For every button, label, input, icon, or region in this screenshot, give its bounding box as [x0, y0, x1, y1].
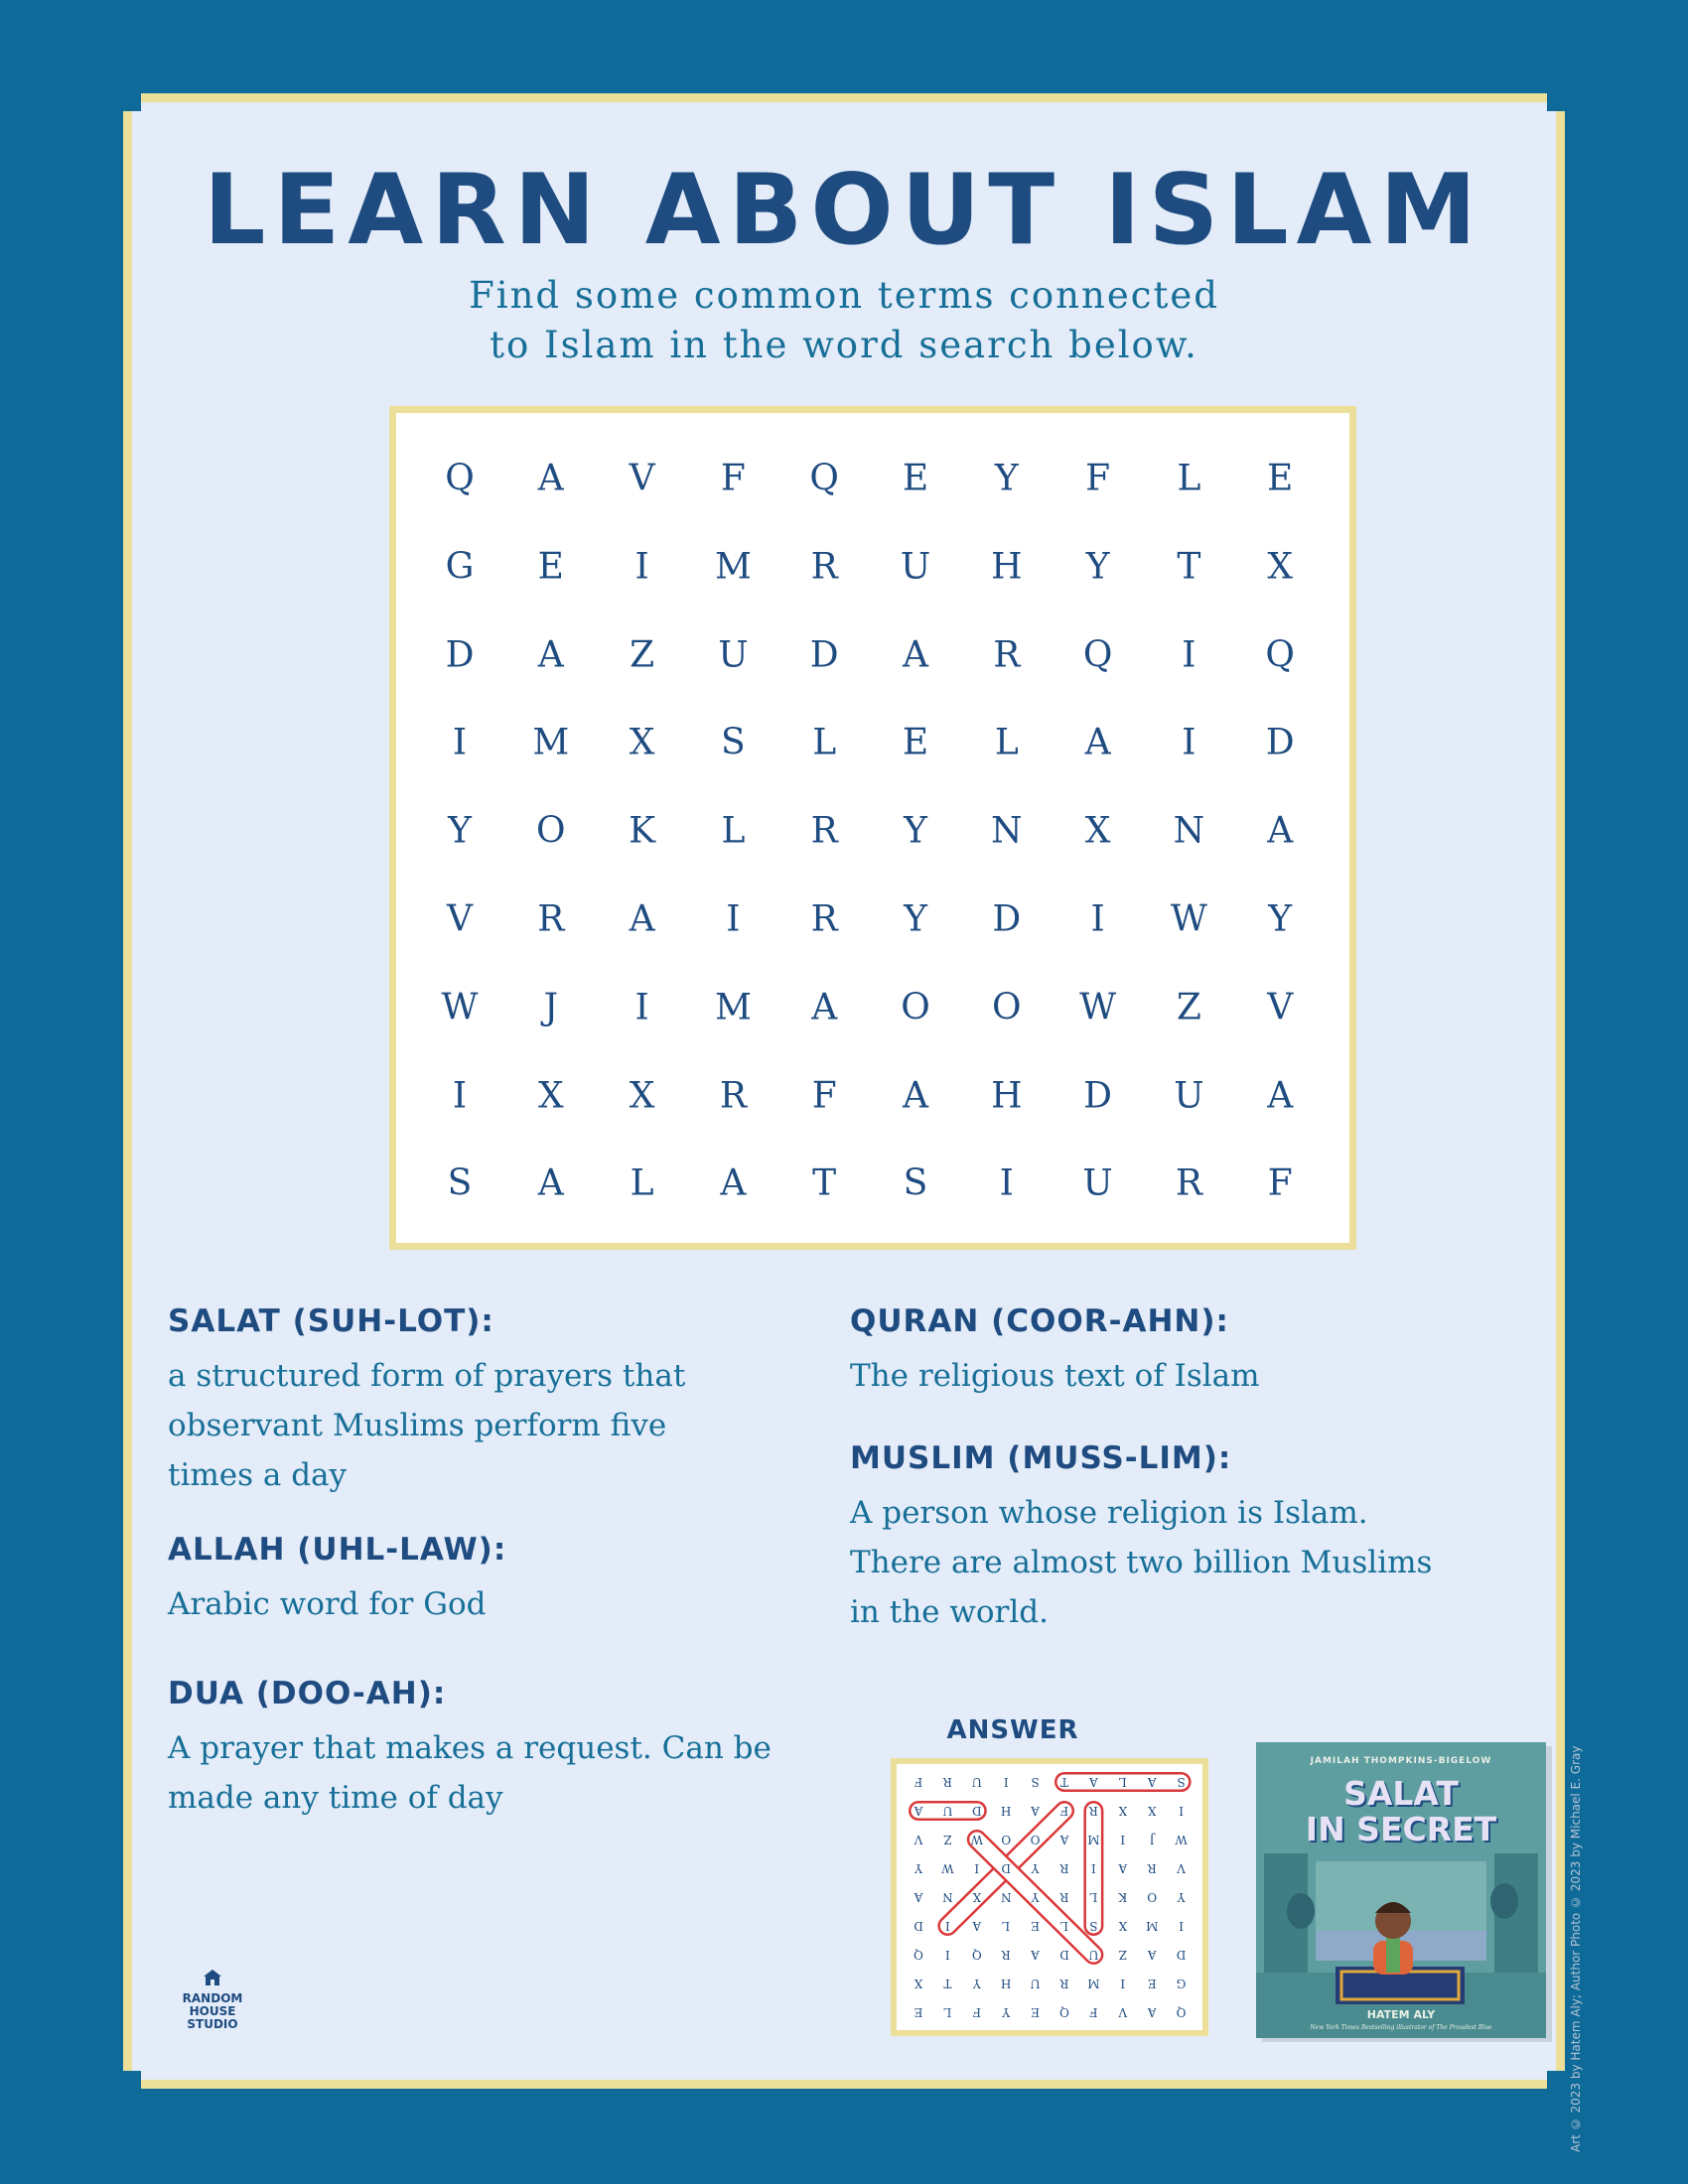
definition-line: in the world. [850, 1594, 1049, 1630]
answer-letter: R [1147, 1861, 1157, 1875]
grid-letter: I [726, 898, 741, 940]
grid-letter: I [634, 546, 649, 588]
term-title: ALLAH (UHL-LAW): [168, 1532, 507, 1568]
definition-line: A prayer that makes a request. Can be [168, 1730, 772, 1766]
term-definition [850, 1488, 1505, 1637]
definition-line: A person whose religion is Islam. [850, 1495, 1368, 1531]
book-author: JAMILAH THOMPKINS-BIGELOW [1310, 1756, 1492, 1766]
book-title [1256, 1776, 1546, 1847]
answer-letter: Q [1176, 2005, 1187, 2019]
answer-letter: W [970, 1833, 983, 1846]
grid-letter: E [1267, 458, 1294, 499]
answer-key-grid [897, 1764, 1202, 2030]
grid-letter: T [1177, 546, 1201, 588]
answer-letter: D [1176, 1948, 1187, 1962]
grid-letter: Y [1268, 898, 1293, 940]
answer-letter: H [1000, 1804, 1012, 1818]
answer-letter: W [941, 1861, 954, 1875]
grid-letter: R [810, 810, 838, 852]
grid-letter: I [452, 722, 468, 763]
definition-line: times a day [168, 1457, 348, 1493]
grid-letter: R [993, 634, 1021, 676]
answer-letter: E [914, 2005, 923, 2019]
answer-letter: R [1059, 1977, 1069, 1990]
answer-letter: R [942, 1775, 952, 1789]
grid-letter: Y [904, 898, 927, 940]
answer-letter: D [914, 1919, 923, 1933]
answer-letter: A [1147, 1948, 1157, 1962]
answer-letter: F [1089, 2005, 1098, 2019]
house-icon [203, 1969, 222, 1986]
answer-letter: W [1175, 1833, 1188, 1846]
term-title: DUA (DOO-AH): [168, 1676, 447, 1711]
grid-letter: A [903, 634, 928, 676]
grid-letter: E [902, 722, 929, 763]
answer-letter: F [1059, 1804, 1069, 1818]
term-definition [850, 1351, 1505, 1401]
answer-letter: I [1091, 1861, 1096, 1875]
answer-letter: N [1000, 1890, 1012, 1904]
definition-line: Arabic word for God [168, 1586, 487, 1622]
grid-letter: I [452, 1075, 468, 1117]
publisher-logo [168, 1969, 257, 2031]
grid-letter: U [900, 546, 931, 588]
answer-letter: R [1001, 1948, 1011, 1962]
answer-letter: D [1059, 1948, 1069, 1962]
grid-letter: I [1182, 634, 1196, 676]
answer-letter: A [1059, 1833, 1069, 1846]
term-dua [168, 1676, 843, 1823]
grid-letter: R [810, 898, 838, 940]
answer-letter: L [1002, 1919, 1011, 1933]
answer-letter: S [1031, 1775, 1040, 1789]
subtitle-line: to Islam in the word search below. [490, 324, 1198, 366]
answer-letter: R [1059, 1890, 1069, 1904]
answer-letter: L [1089, 1890, 1098, 1904]
subtitle-line: Find some common terms connected [469, 274, 1219, 317]
grid-letter: Y [1085, 546, 1110, 588]
answer-letter: V [1118, 2005, 1128, 2019]
answer-letter: Y [1002, 2005, 1011, 2019]
definition-line: The religious text of Islam [850, 1358, 1260, 1394]
grid-letter: O [901, 987, 930, 1028]
answer-letter: S [1089, 1919, 1098, 1933]
grid-letter: F [720, 458, 746, 499]
answer-letter: S [1177, 1775, 1186, 1789]
grid-letter: F [811, 1075, 837, 1117]
grid-letter: I [999, 1162, 1014, 1204]
book-cover [1256, 1742, 1546, 2038]
grid-letter: Q [1082, 634, 1113, 676]
answer-letter: A [1031, 1804, 1040, 1818]
term-title: QURAN (COOR-AHN): [850, 1303, 1229, 1339]
answer-letter: A [1147, 1775, 1157, 1789]
answer-letter: I [1179, 1804, 1184, 1818]
page-subtitle [132, 271, 1556, 370]
grid-letter: W [1079, 987, 1117, 1028]
answer-letter: U [1088, 1948, 1099, 1962]
answer-letter: X [1147, 1804, 1157, 1818]
grid-letter: Y [904, 810, 927, 852]
answer-letter: Z [1118, 1948, 1127, 1962]
answer-letter: L [1118, 1775, 1127, 1789]
grid-letter: R [537, 898, 565, 940]
grid-letter: D [445, 634, 475, 676]
answer-letter: Z [943, 1833, 952, 1846]
answer-letter: Q [1059, 2005, 1069, 2019]
answer-letter: M [1087, 1977, 1100, 1990]
book-title-line: SALAT [1343, 1774, 1459, 1813]
grid-letter: R [719, 1075, 747, 1117]
frame-corner [1547, 93, 1565, 111]
publisher-line: STUDIO [187, 2017, 238, 2031]
grid-letter: D [1083, 1075, 1113, 1117]
grid-letter: X [629, 1075, 655, 1117]
answer-letter: T [1059, 1775, 1069, 1789]
answer-letter: X [972, 1890, 982, 1904]
grid-letter: E [537, 546, 564, 588]
grid-letter: R [810, 546, 838, 588]
grid-letter: M [532, 722, 570, 763]
answer-letter: Y [914, 1861, 922, 1875]
grid-letter: N [1173, 810, 1205, 852]
answer-letter: G [1176, 1977, 1187, 1990]
answer-letter: O [1030, 1833, 1041, 1846]
answer-letter: A [914, 1890, 923, 1904]
term-definition [168, 1351, 803, 1500]
grid-letter: I [1090, 898, 1105, 940]
book-title-line: IN SECRET [1305, 1810, 1497, 1848]
grid-letter: Z [1176, 987, 1201, 1028]
answer-letter: I [1120, 1977, 1126, 1990]
grid-letter: U [1082, 1162, 1113, 1204]
grid-letter: L [1177, 458, 1201, 499]
answer-letter: N [942, 1890, 953, 1904]
answer-letter: Y [1177, 1890, 1186, 1904]
grid-letter: M [714, 546, 752, 588]
answer-letter: X [1118, 1919, 1128, 1933]
grid-letter: J [543, 987, 559, 1028]
grid-letter: S [721, 722, 746, 763]
answer-letter: E [1031, 2005, 1040, 2019]
answer-letter: M [1146, 1919, 1159, 1933]
grid-letter: X [1267, 546, 1293, 588]
grid-letter: F [1085, 458, 1111, 499]
grid-letter: H [991, 1075, 1023, 1117]
term-muslim [850, 1440, 1505, 1637]
definition-line: There are almost two billion Muslims [850, 1545, 1433, 1580]
grid-letter: D [1265, 722, 1295, 763]
grid-letter: A [1267, 1075, 1294, 1117]
grid-letter: X [537, 1075, 564, 1117]
term-definition [168, 1723, 843, 1823]
definition-line: observant Muslims perform five [168, 1408, 667, 1443]
answer-letter: D [1001, 1861, 1012, 1875]
grid-letter: H [991, 546, 1023, 588]
grid-letter: W [441, 987, 479, 1028]
grid-letter: E [902, 458, 929, 499]
answer-letter: U [942, 1804, 953, 1818]
book-tagline: New York Times Bestselling illustrator of The Proudest Blue [1310, 2024, 1492, 2031]
grid-letter: L [721, 810, 746, 852]
answer-letter: O [1001, 1833, 1012, 1846]
frame-corner [123, 93, 141, 111]
answer-letter: L [1060, 1919, 1068, 1933]
answer-letter: J [1149, 1833, 1155, 1846]
answer-letter: T [943, 1977, 952, 1990]
page-title: LEARN ABOUT ISLAM [203, 154, 1485, 267]
answer-letter: O [1147, 1890, 1158, 1904]
photo-credit: Art © 2023 by Hatem Aly; Author Photo © 2023 by Michael E. Gray [1569, 1745, 1583, 2152]
term-salat [168, 1303, 803, 1500]
grid-letter: M [714, 987, 752, 1028]
grid-letter: W [1170, 898, 1207, 940]
grid-letter: Q [445, 458, 475, 499]
answer-letter: V [914, 1833, 923, 1846]
definition-line: a structured form of prayers that [168, 1358, 686, 1394]
answer-letter: I [945, 1919, 950, 1933]
grid-letter: G [445, 546, 475, 588]
grid-letter: L [630, 1162, 654, 1204]
grid-letter: D [809, 634, 839, 676]
grid-letter: F [1267, 1162, 1293, 1204]
answer-letter: I [974, 1861, 980, 1875]
answer-letter: E [1031, 1919, 1040, 1933]
grid-letter: Q [1265, 634, 1295, 676]
answer-letter: A [914, 1804, 923, 1818]
grid-letter: U [718, 634, 749, 676]
grid-letter: S [903, 1162, 928, 1204]
grid-letter: N [991, 810, 1023, 852]
grid-letter: A [1084, 722, 1111, 763]
answer-letter: R [1059, 1861, 1069, 1875]
grid-letter: Y [448, 810, 472, 852]
answer-key [891, 1758, 1208, 2036]
answer-letter: A [1147, 2005, 1157, 2019]
grid-letter: A [1267, 810, 1294, 852]
book-illustrator: HATEM ALY [1366, 2008, 1436, 2021]
grid-letter: A [629, 898, 655, 940]
grid-letter: U [1174, 1075, 1204, 1117]
answer-letter: X [914, 1977, 923, 1990]
grid-letter: Q [809, 458, 839, 499]
answer-letter: E [1147, 1977, 1157, 1990]
answer-letter: H [1000, 1977, 1012, 1990]
grid-letter: D [992, 898, 1022, 940]
term-title: SALAT (SUH-LOT): [168, 1303, 494, 1339]
grid-letter: V [629, 458, 655, 499]
answer-letter: R [1088, 1804, 1098, 1818]
answer-letter: D [971, 1804, 982, 1818]
answer-letter: F [972, 2005, 981, 2019]
answer-letter: A [1031, 1948, 1040, 1962]
answer-letter: Q [914, 1948, 923, 1962]
term-definition [168, 1579, 803, 1629]
grid-letter: A [537, 458, 564, 499]
answer-letter: I [945, 1948, 950, 1962]
grid-letter: L [812, 722, 837, 763]
grid-letter: T [812, 1162, 837, 1204]
answer-letter: Y [1031, 1861, 1040, 1875]
answer-letter: K [1118, 1890, 1128, 1904]
answer-letter: F [914, 1775, 923, 1789]
grid-letter: Y [994, 458, 1019, 499]
grid-letter: I [634, 987, 649, 1028]
answer-letter: A [1118, 1861, 1128, 1875]
grid-letter: O [536, 810, 566, 852]
grid-letter: A [720, 1162, 747, 1204]
grid-letter: R [1175, 1162, 1202, 1204]
answer-letter: Y [1031, 1890, 1040, 1904]
answer-letter: V [1177, 1861, 1186, 1875]
grid-letter: Z [630, 634, 655, 676]
term-allah [168, 1532, 803, 1629]
grid-letter: S [447, 1162, 473, 1204]
answer-letter: U [1030, 1977, 1041, 1990]
grid-letter: A [903, 1075, 928, 1117]
answer-letter: I [1179, 1919, 1184, 1933]
answer-letter: U [971, 1775, 982, 1789]
grid-letter: X [1084, 810, 1111, 852]
grid-letter: A [537, 1162, 564, 1204]
answer-letter: A [1089, 1775, 1098, 1789]
word-search-grid [389, 406, 1356, 1250]
term-quran [850, 1303, 1505, 1401]
answer-letter: I [1003, 1775, 1009, 1789]
answer-letter: Y [972, 1977, 981, 1990]
frame-corner [1547, 2071, 1565, 2089]
grid-letter: V [447, 898, 473, 940]
grid-letter: A [537, 634, 564, 676]
answer-letter: A [972, 1919, 982, 1933]
grid-letter: L [994, 722, 1019, 763]
answer-letter: M [1087, 1833, 1100, 1846]
answer-label: ANSWER [946, 1715, 1079, 1745]
definition-line: made any time of day [168, 1780, 503, 1816]
answer-letter: I [1120, 1833, 1126, 1846]
publisher-line: RANDOM [182, 1991, 243, 2005]
grid-letter: K [629, 810, 656, 852]
grid-letter: A [811, 987, 838, 1028]
grid-letter: V [1267, 987, 1294, 1028]
answer-letter: Q [971, 1948, 982, 1962]
grid-letter: X [629, 722, 655, 763]
grid-letter: O [992, 987, 1022, 1028]
grid-letter: I [1182, 722, 1196, 763]
worksheet-page [123, 93, 1583, 2152]
frame-corner [123, 2071, 141, 2089]
term-title: MUSLIM (MUSS-LIM): [850, 1440, 1232, 1476]
answer-letter: X [1118, 1804, 1128, 1818]
publisher-line: HOUSE [189, 2004, 236, 2018]
answer-letter: L [943, 2005, 952, 2019]
